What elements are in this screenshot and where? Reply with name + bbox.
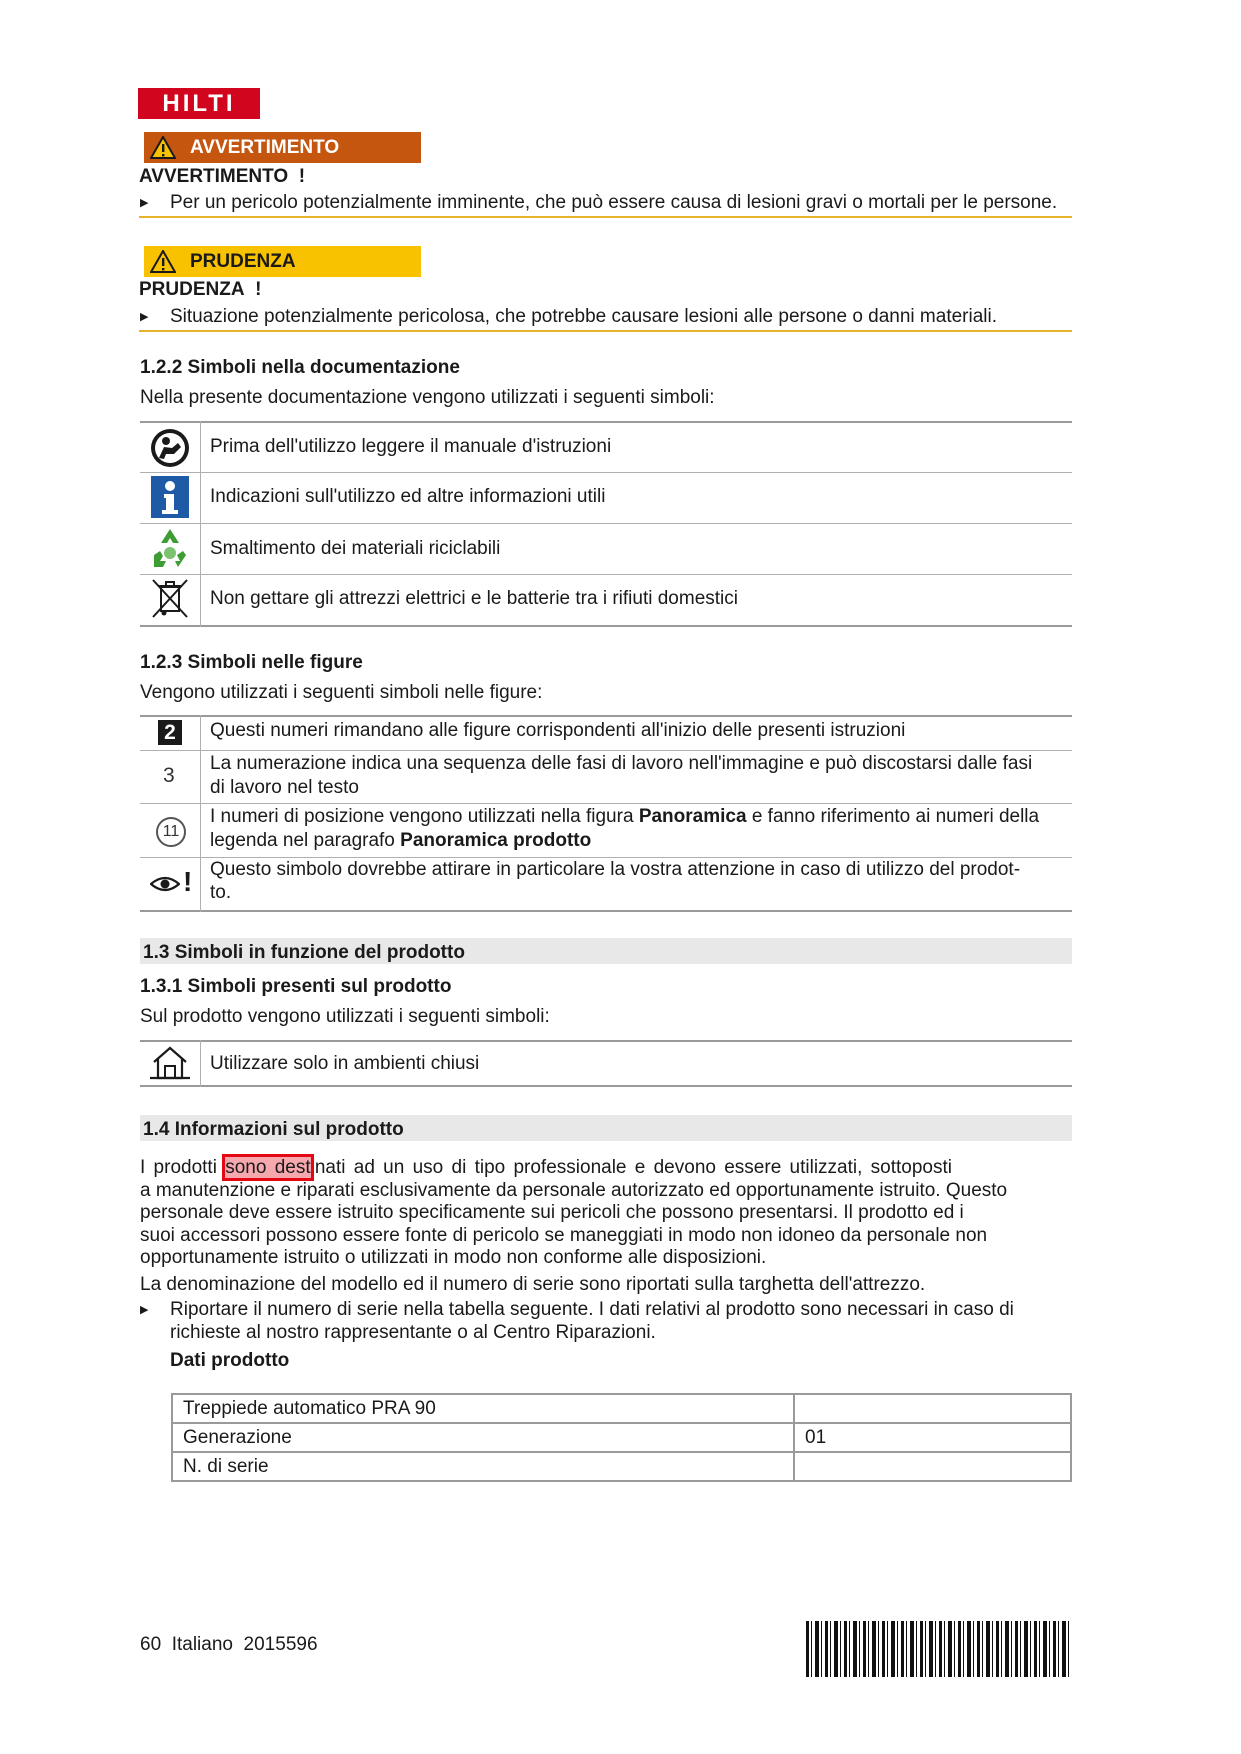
table-cell: Treppiede automatico PRA 90 — [172, 1394, 794, 1423]
figure-symbol-text: legenda nel paragrafo Panoramica prodotto — [210, 830, 592, 851]
table-cell[interactable] — [794, 1452, 1071, 1481]
figure-symbol-text: La numerazione indica una sequenza delle fasi di lavoro nell'immagine e può discostarsi dalle fasi — [210, 753, 1033, 774]
table-row — [172, 1423, 1071, 1452]
caution-signal-label: PRUDENZA — [144, 246, 421, 277]
paragraph-line: Riportare il numero di serie nella tabella seguente. I dati relativi al prodotto sono necessari in caso di — [170, 1299, 1014, 1320]
attention-mark: ! — [183, 866, 193, 897]
indoor-use-house-icon — [150, 1044, 190, 1082]
table-rule — [140, 625, 1072, 627]
table-rule — [140, 472, 1072, 473]
table-rule — [140, 750, 1072, 751]
table-cell[interactable]: 01 — [794, 1423, 1071, 1452]
table-rule — [140, 1085, 1072, 1087]
section-heading-1-4: 1.4 Informazioni sul prodotto — [143, 1119, 404, 1140]
table-rule — [140, 910, 1072, 912]
figure-symbol-text: di lavoro nel testo — [210, 777, 359, 798]
step-number-icon: 3 — [163, 764, 175, 787]
divider — [139, 216, 1072, 218]
crossed-bin-icon — [150, 577, 190, 621]
paragraph-line: opportunamente istruito o utilizzati in modo non conforme alle disposizioni. — [140, 1247, 767, 1268]
divider — [139, 330, 1072, 332]
table-rule — [140, 574, 1072, 575]
table-rule — [140, 803, 1072, 804]
table-cell: N. di serie — [172, 1452, 794, 1481]
figure-symbol-text: Questo simbolo dovrebbe attirare in particolare la vostra attenzione in caso di utilizzo del prodot- — [210, 859, 1021, 880]
product-data-table — [171, 1393, 1072, 1482]
figure-symbol-text: to. — [210, 882, 232, 903]
paragraph-line: suoi accessori possono essere fonte di pericolo se maneggiati in modo non idoneo da personale non — [140, 1225, 988, 1246]
table-cell: Generazione — [172, 1423, 794, 1452]
caution-heading: PRUDENZA ! — [139, 279, 262, 300]
section-heading-1-3: 1.3 Simboli in funzione del prodotto — [143, 942, 465, 963]
bullet-marker: ▶ — [140, 197, 149, 209]
table-row — [172, 1394, 1071, 1423]
figure-number-icon: 2 — [158, 720, 182, 745]
eye-icon — [150, 873, 180, 895]
bullet-marker: ▶ — [140, 311, 149, 323]
warning-triangle-icon — [150, 136, 176, 159]
bullet-marker: ▶ — [140, 1304, 149, 1316]
table-column-divider — [200, 421, 201, 627]
doc-symbol-text: Non gettare gli attrezzi elettrici e le batterie tra i rifiuti domestici — [210, 588, 738, 609]
section-heading-1-2-2: 1.2.2 Simboli nella documentazione — [140, 357, 460, 378]
table-row — [172, 1452, 1071, 1481]
warning-text: Per un pericolo potenzialmente imminente, che può essere causa di lesioni gravi o mortali per le persone. — [170, 192, 1058, 213]
highlight-mark: sono dest — [225, 1157, 311, 1178]
paragraph-line: La denominazione del modello ed il numero di serie sono riportati sulla targhetta dell'attrezzo. — [140, 1274, 926, 1295]
hilti-logo: HILTI — [138, 88, 260, 119]
table-column-divider — [200, 715, 201, 912]
doc-symbol-text: Indicazioni sull'utilizzo ed altre informazioni utili — [210, 486, 606, 507]
warning-signal-label: AVVERTIMENTO — [144, 132, 421, 163]
doc-symbol-text: Prima dell'utilizzo leggere il manuale d'istruzioni — [210, 436, 612, 457]
footer-page-info: 60 Italiano 2015596 — [140, 1634, 318, 1655]
section-intro: Nella presente documentazione vengono utilizzati i seguenti simboli: — [140, 387, 715, 408]
table-column-divider — [200, 1040, 201, 1087]
paragraph-line: personale deve essere istruito specificamente sui pericoli che possono presentarsi. Il prodotto ed i — [140, 1202, 964, 1223]
figure-symbol-text: Questi numeri rimandano alle figure corrispondenti all'inizio delle presenti istruzioni — [210, 720, 906, 741]
paragraph-line: I prodotti sono destinati ad un uso di tipo professionale e devono essere utilizzati, sottoposti — [140, 1157, 952, 1178]
section-heading-1-3-1: 1.3.1 Simboli presenti sul prodotto — [140, 976, 452, 997]
info-icon — [151, 476, 189, 518]
table-rule — [140, 421, 1072, 423]
table-rule — [140, 715, 1072, 717]
section-intro: Sul prodotto vengono utilizzati i seguenti simboli: — [140, 1006, 550, 1027]
figure-symbol-text: I numeri di posizione vengono utilizzati nella figura Panoramica e fanno riferimento ai numeri della — [210, 806, 1040, 827]
paragraph-line: a manutenzione e riparati esclusivamente da personale autorizzato ed opportunamente istruito. Questo — [140, 1180, 1008, 1201]
position-number-icon: 11 — [156, 817, 186, 847]
section-intro: Vengono utilizzati i seguenti simboli nelle figure: — [140, 682, 543, 703]
warning-heading: AVVERTIMENTO ! — [139, 166, 306, 187]
recycling-icon — [150, 527, 190, 569]
warning-triangle-icon — [150, 250, 176, 273]
table-rule — [140, 523, 1072, 524]
table-rule — [140, 1040, 1072, 1042]
barcode — [806, 1621, 1072, 1677]
section-heading-1-2-3: 1.2.3 Simboli nelle figure — [140, 652, 363, 673]
doc-symbol-text: Smaltimento dei materiali riciclabili — [210, 538, 501, 559]
table-title: Dati prodotto — [170, 1350, 290, 1371]
product-symbol-text: Utilizzare solo in ambienti chiusi — [210, 1053, 480, 1074]
caution-text: Situazione potenzialmente pericolosa, che potrebbe causare lesioni alle persone o danni materiali. — [170, 306, 998, 327]
paragraph-line: richieste al nostro rappresentante o al Centro Riparazioni. — [170, 1322, 656, 1343]
read-manual-icon — [150, 428, 190, 468]
table-cell[interactable] — [794, 1394, 1071, 1423]
